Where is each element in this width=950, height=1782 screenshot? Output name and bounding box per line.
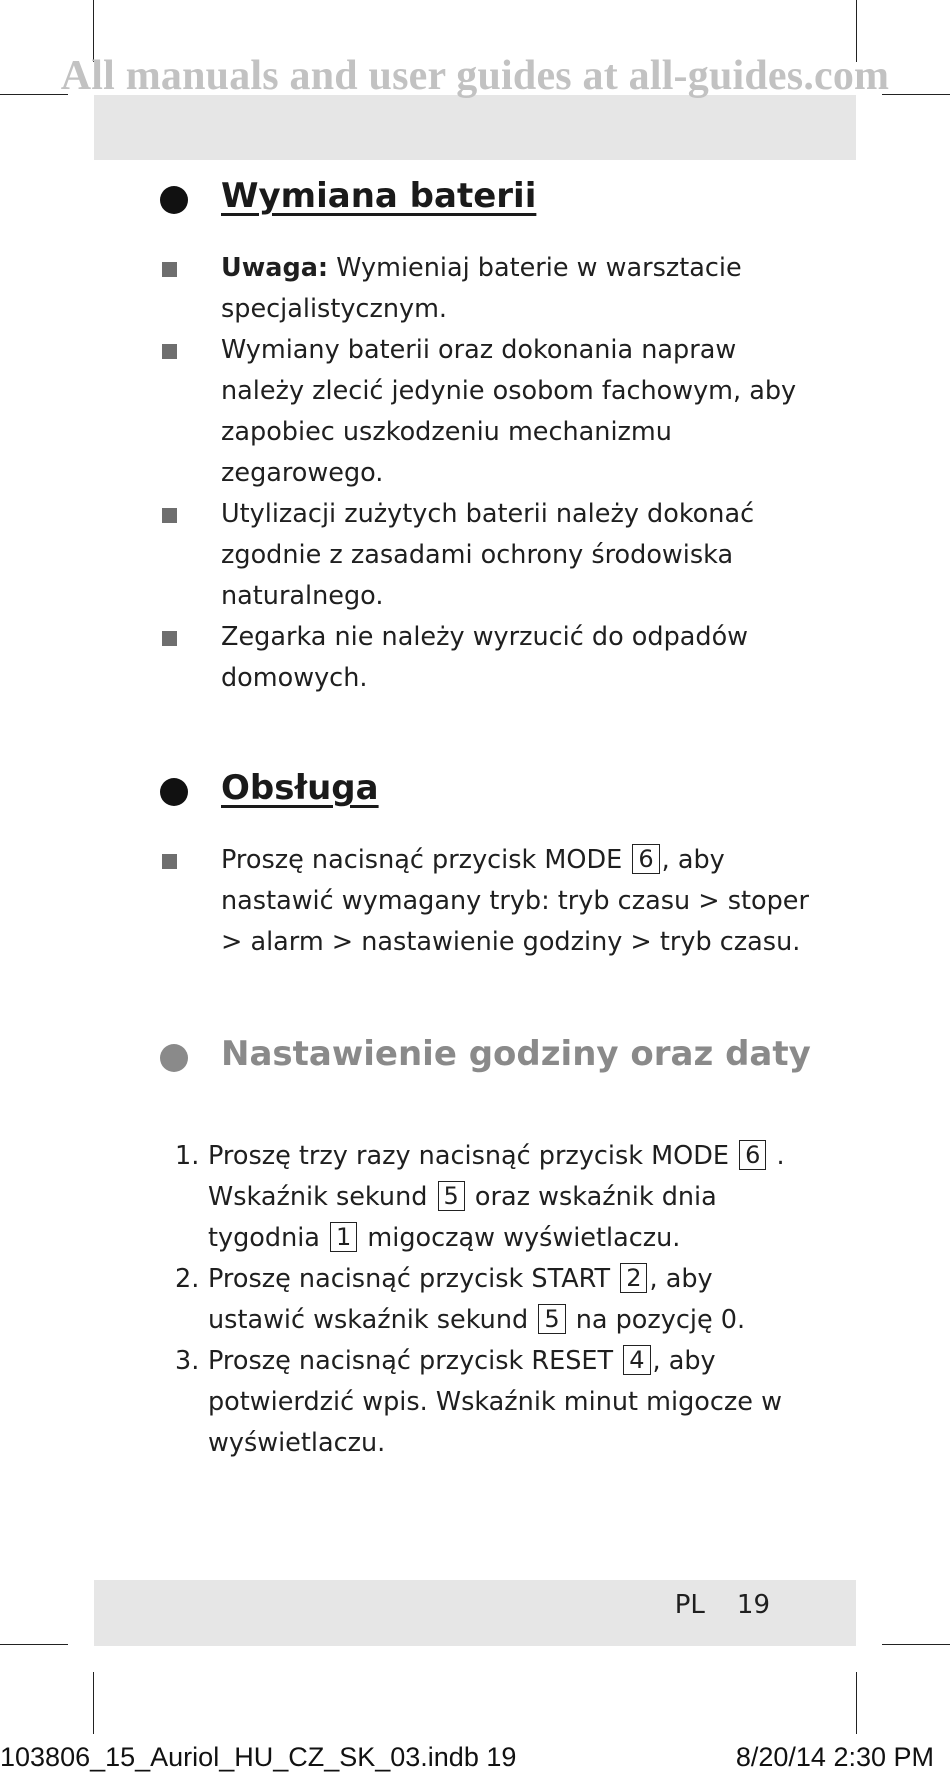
list-item-text: Zegarka nie należy wyrzucić do odpadów domowych. [221, 622, 749, 693]
step-text: migocząw wyświetlaczu. [359, 1223, 681, 1253]
step-text: Proszę nacisnąć przycisk START [208, 1264, 619, 1294]
operation-bullet-list [160, 840, 820, 963]
list-item-text: , aby nastawić wymagany tryb: tryb czasu > stoper > alarm > nastawienie godziny > tryb czasu. [221, 845, 809, 957]
page-footer [675, 1590, 770, 1620]
step-text: Proszę trzy razy nacisnąć przycisk MODE [208, 1141, 738, 1171]
warning-label: Uwaga: [221, 253, 329, 283]
heading-title: Obsługa [221, 768, 379, 808]
battery-bullet-list [160, 248, 820, 699]
list-item [160, 840, 820, 963]
page-number: 19 [736, 1590, 770, 1620]
step-number: 1. [175, 1141, 200, 1171]
heading-title: Nastawienie godziny oraz daty [221, 1034, 811, 1074]
step-text: . Wskaźnik sekund [208, 1141, 785, 1212]
heading-bullet-icon [160, 186, 188, 214]
step-item [175, 1136, 815, 1259]
crop-mark [882, 1644, 950, 1645]
part-ref-box: 1 [330, 1222, 357, 1252]
part-ref-box: 6 [739, 1140, 766, 1170]
step-item [175, 1341, 815, 1464]
part-ref-box: 4 [623, 1345, 650, 1375]
step-text: , aby potwierdzić wpis. Wskaźnik minut migocze w wyświetlaczu. [208, 1346, 782, 1458]
crop-mark [0, 1644, 68, 1645]
heading-title: Wymiana baterii [221, 176, 537, 216]
list-item-text: Utylizacji zużytych baterii należy dokonać zgodnie z zasadami ochrony środowiska naturalnego. [221, 499, 755, 611]
square-bullet-icon [162, 262, 177, 277]
list-item [160, 494, 820, 617]
step-text: oraz wskaźnik dnia tygodnia [208, 1182, 717, 1253]
heading-bullet-icon [160, 1044, 188, 1072]
step-text: , aby ustawić wskaźnik sekund [208, 1264, 713, 1335]
list-item-text: Proszę nacisnąć przycisk MODE [221, 845, 631, 875]
square-bullet-icon [162, 508, 177, 523]
list-item [160, 617, 820, 699]
list-item [160, 248, 820, 330]
watermark: All manuals and user guides at all-guides.com [60, 53, 890, 99]
heading-bullet-icon [160, 778, 188, 806]
header-band [94, 95, 856, 160]
part-ref-box: 2 [620, 1263, 647, 1293]
time-date-steps [175, 1136, 815, 1464]
square-bullet-icon [162, 631, 177, 646]
step-number: 2. [175, 1264, 200, 1294]
crop-mark [93, 1672, 94, 1734]
list-item-text: Wymiany baterii oraz dokonania napraw należy zlecić jedynie osobom fachowym, aby zapobiec uszkodzeniu mechanizmu zegarowego. [221, 335, 797, 488]
part-ref-box: 5 [438, 1181, 465, 1211]
part-ref-box: 5 [538, 1304, 565, 1334]
step-text: na pozycję 0. [567, 1305, 746, 1335]
step-item [175, 1259, 815, 1341]
list-item [160, 330, 820, 494]
language-code: PL [674, 1590, 705, 1620]
list-item-text: Wymieniaj baterie w warsztacie specjalistycznym. [221, 253, 742, 324]
square-bullet-icon [162, 854, 177, 869]
step-number: 3. [175, 1346, 200, 1376]
square-bullet-icon [162, 344, 177, 359]
step-text: Proszę nacisnąć przycisk RESET [208, 1346, 622, 1376]
part-ref-box: 6 [632, 844, 659, 874]
print-slug-file: 103806_15_Auriol_HU_CZ_SK_03.indb 19 [0, 1742, 517, 1772]
crop-mark [856, 1672, 857, 1734]
print-slug-datetime: 8/20/14 2:30 PM [735, 1742, 934, 1772]
